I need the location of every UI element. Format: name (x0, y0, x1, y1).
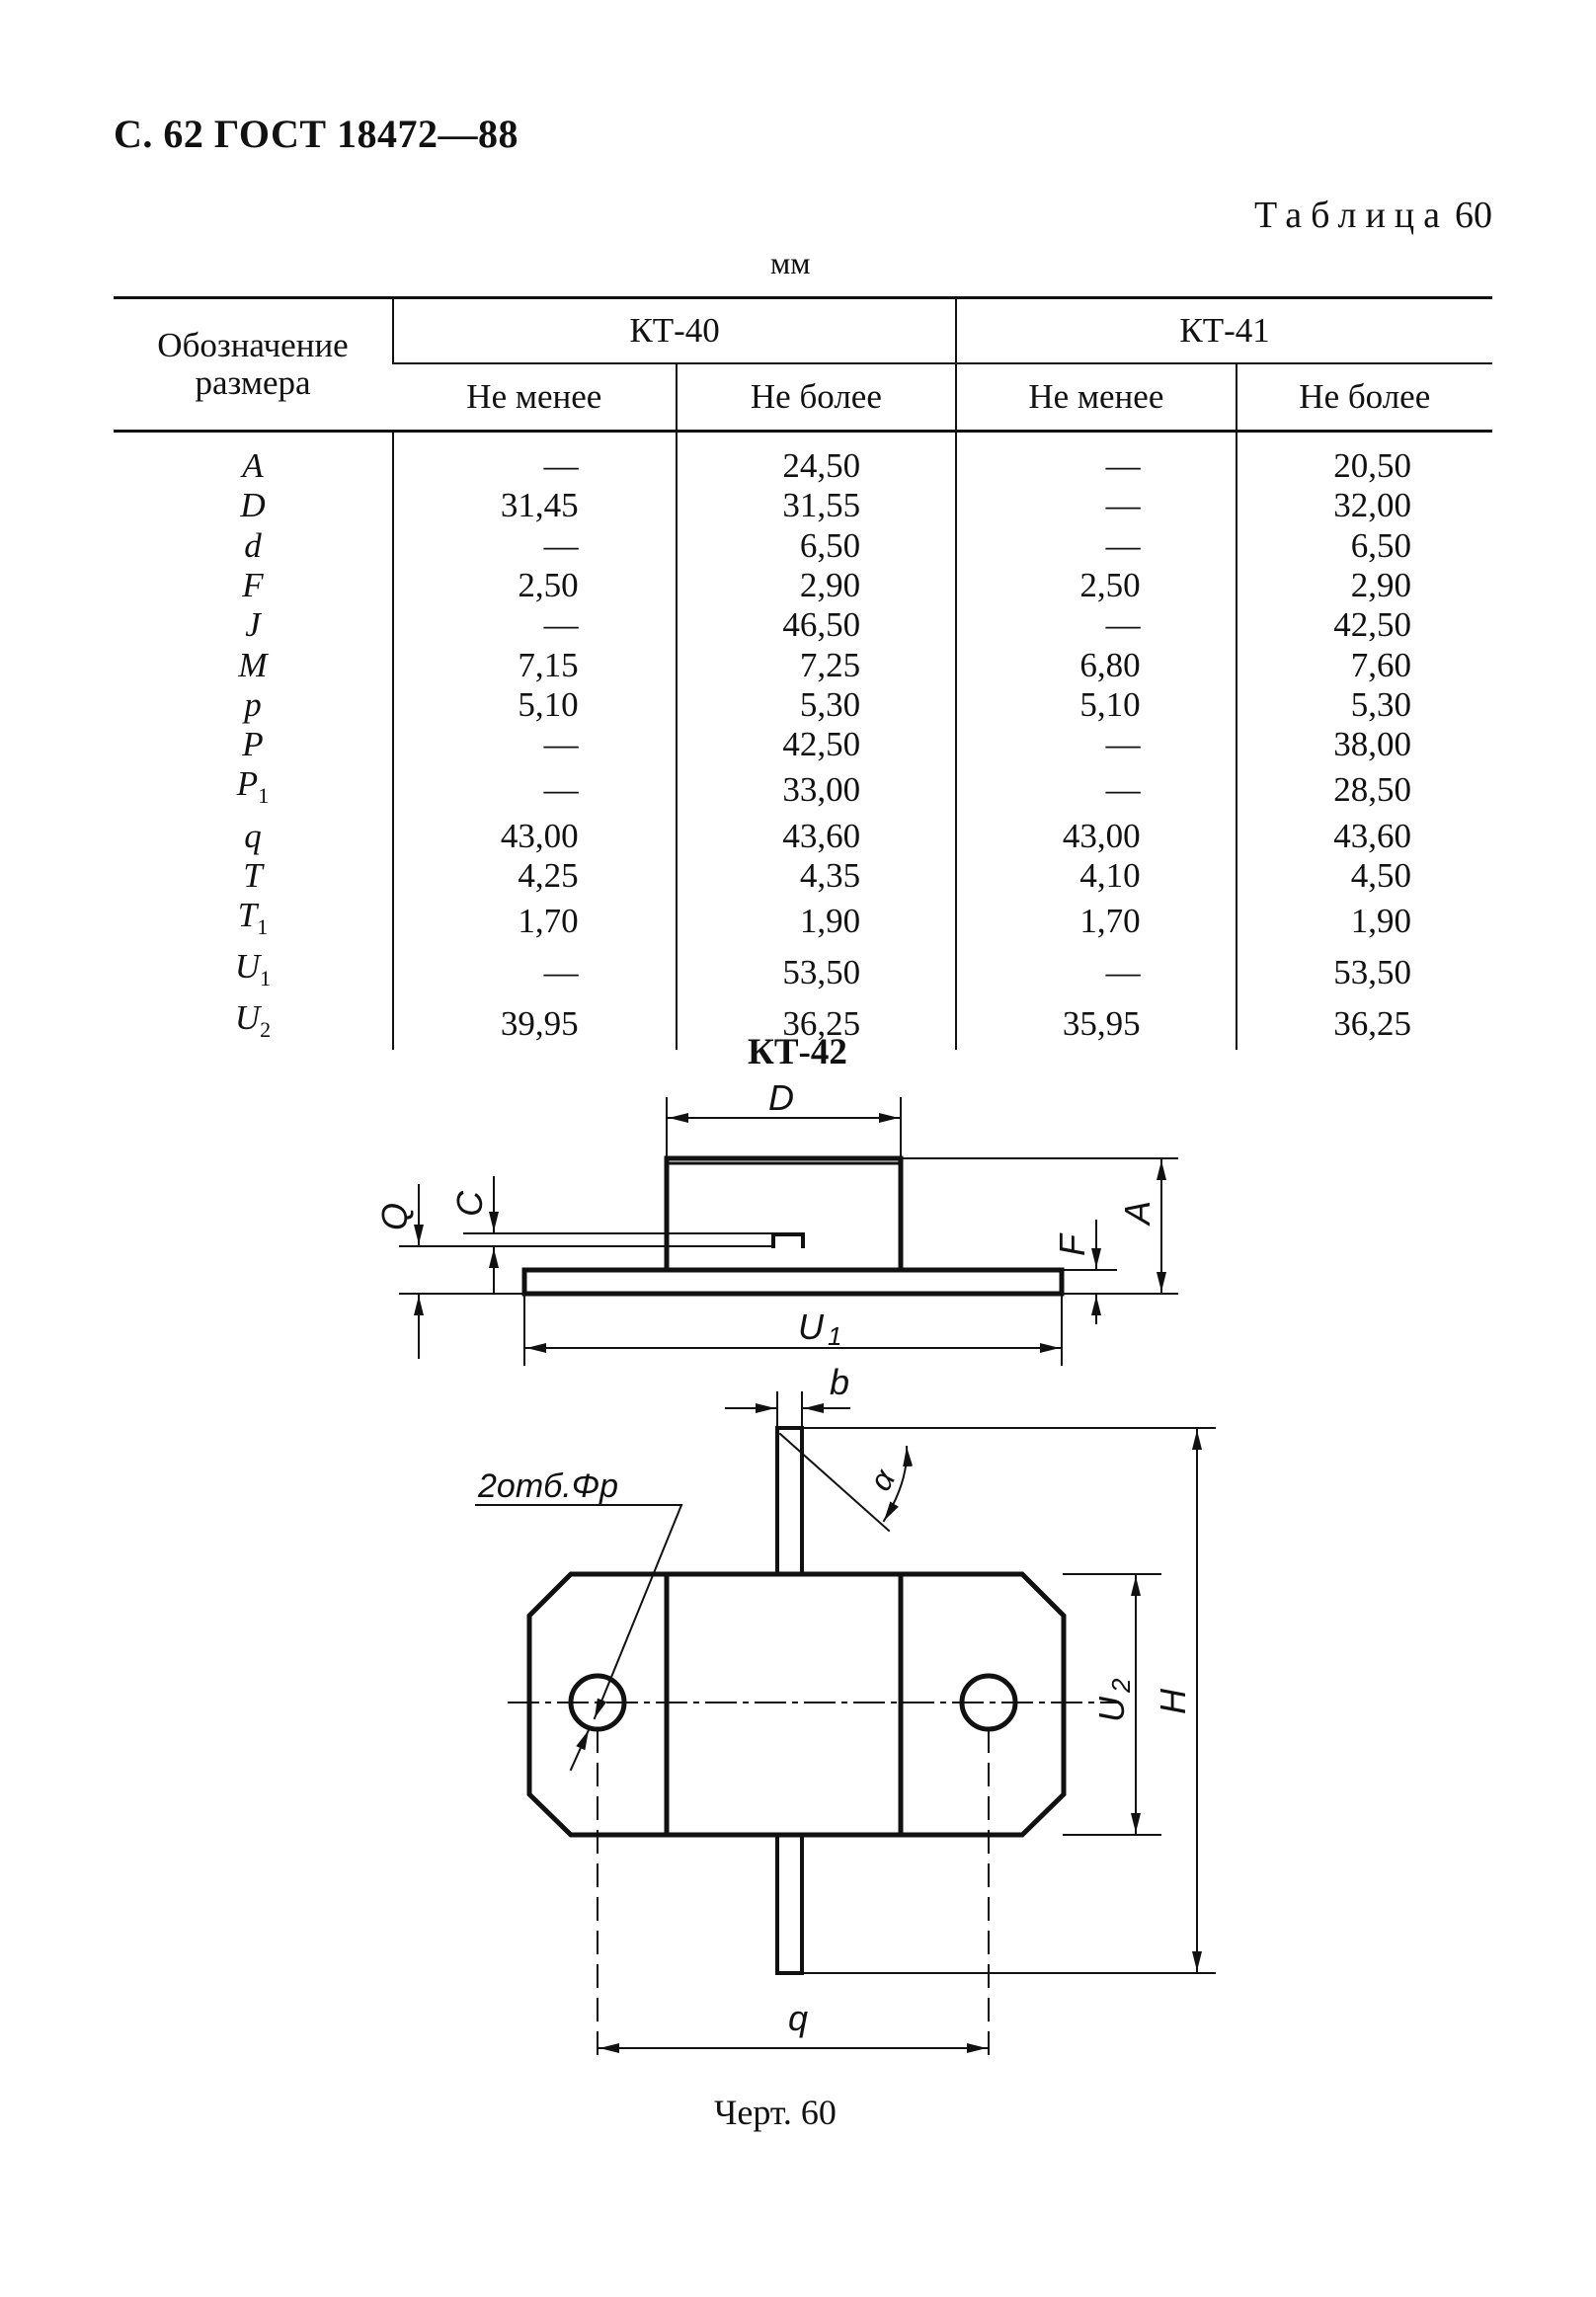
table-cell: 2,50 (956, 566, 1236, 605)
subheader-min: Не менее (393, 363, 677, 432)
table-cell: 53,50 (1237, 947, 1492, 998)
table-cell: 35,95 (956, 998, 1236, 1050)
table-cell: 4,10 (956, 856, 1236, 896)
table-units: мм (770, 245, 811, 280)
table-cell: 36,25 (677, 998, 956, 1050)
table-cell: 2,90 (677, 566, 956, 605)
table-cell: — (956, 725, 1236, 764)
table-cell: 28,50 (1237, 764, 1492, 816)
side-view (400, 1098, 1177, 1365)
table-cell: 24,50 (677, 432, 956, 487)
table-cell: 42,50 (677, 725, 956, 764)
dimension-symbol: $U_1$ (234, 946, 272, 990)
table-cell: 38,00 (1237, 725, 1492, 764)
table-cell: 4,50 (1237, 856, 1492, 896)
dimension-symbol: J (245, 605, 261, 645)
table-cell: 4,35 (677, 856, 956, 896)
dimension-symbol: T (243, 855, 263, 895)
subheader-max: Не более (677, 363, 956, 432)
table-cell: — (393, 725, 677, 764)
designation-header: Обозначение размера (114, 298, 393, 432)
table-cell: — (393, 432, 677, 487)
dimension-symbol: A (242, 446, 264, 486)
label-u1: U 1 (798, 1307, 842, 1351)
table-cell: 5,30 (677, 685, 956, 725)
label-c: C (449, 1191, 490, 1217)
group-header-kt41: КТ-41 (956, 298, 1492, 364)
table-cell: 32,00 (1237, 486, 1492, 525)
body-top (667, 1158, 901, 1270)
lead-tab (773, 1234, 803, 1246)
table-cell: 43,60 (1237, 816, 1492, 855)
table-cell: 1,70 (956, 896, 1236, 947)
table-caption: Таблица 60 (1253, 195, 1492, 236)
table-cell: 7,25 (677, 645, 956, 684)
page-header: С. 62 ГОСТ 18472—88 (114, 112, 519, 156)
table-cell: 5,30 (1237, 685, 1492, 725)
dimension-symbol: $P_1$ (236, 764, 270, 809)
table-cell: 1,90 (677, 896, 956, 947)
table-cell: 5,10 (393, 685, 677, 725)
table-cell: — (393, 947, 677, 998)
lower-lead (777, 1835, 802, 1973)
table-cell: — (393, 605, 677, 645)
table-cell: — (393, 526, 677, 566)
label-d: D (768, 1077, 794, 1118)
dimension-symbol: d (244, 525, 262, 565)
table-cell: 31,55 (677, 486, 956, 525)
dimension-symbol: F (242, 566, 264, 605)
label-q-side: Q (374, 1202, 415, 1230)
table-cell: — (956, 526, 1236, 566)
flange-outline (529, 1574, 1064, 1835)
subheader-max: Не более (1237, 363, 1492, 432)
table-cell: — (393, 764, 677, 816)
dimension-symbol: $T_1$ (237, 895, 269, 939)
dimension-symbol: p (244, 684, 262, 724)
dimension-symbol: M (238, 645, 268, 684)
table-cell: 43,00 (956, 816, 1236, 855)
table-cell: — (956, 764, 1236, 816)
table-cell: 5,10 (956, 685, 1236, 725)
table-cell: 31,45 (393, 486, 677, 525)
table-cell: 6,80 (956, 645, 1236, 684)
table-cell: 2,50 (393, 566, 677, 605)
table-cell: 20,50 (1237, 432, 1492, 487)
table-cell: 7,15 (393, 645, 677, 684)
label-q: q (788, 1998, 809, 2038)
label-a: A (1117, 1200, 1157, 1225)
table-cell: 4,25 (393, 856, 677, 896)
table-cell: 6,50 (1237, 526, 1492, 566)
label-alpha: α (861, 1463, 903, 1497)
subheader-min: Не менее (956, 363, 1236, 432)
table-cell: 39,95 (393, 998, 677, 1050)
table-cell: 36,25 (1237, 998, 1492, 1050)
dimension-symbol: D (240, 486, 266, 525)
table-cell: 1,90 (1237, 896, 1492, 947)
table-cell: 43,00 (393, 816, 677, 855)
dimension-symbol: P (242, 725, 264, 764)
table-cell: 33,00 (677, 764, 956, 816)
figure-caption: Черт. 60 (714, 2093, 837, 2132)
table-cell: 53,50 (677, 947, 956, 998)
table-cell: 46,50 (677, 605, 956, 645)
label-f: F (1052, 1234, 1092, 1256)
table-cell: 42,50 (1237, 605, 1492, 645)
drawing-title: КТ-42 (748, 1032, 847, 1072)
label-b: b (830, 1362, 850, 1402)
table-cell: — (956, 432, 1236, 487)
label-h: H (1153, 1689, 1193, 1714)
table-cell: 6,50 (677, 526, 956, 566)
dimension-symbol: $U_2$ (234, 997, 272, 1042)
table-cell: 2,90 (1237, 566, 1492, 605)
table-cell: 7,60 (1237, 645, 1492, 684)
table-cell: — (956, 605, 1236, 645)
table-cell: 1,70 (393, 896, 677, 947)
dimension-symbol: q (244, 816, 262, 855)
label-u2: U2 (1091, 1678, 1136, 1722)
label-holes: 2отб.Φp (478, 1467, 619, 1505)
flange (524, 1270, 1062, 1294)
table-cell: — (956, 486, 1236, 525)
table-cell: 43,60 (677, 816, 956, 855)
table-cell: — (956, 947, 1236, 998)
group-header-kt40: КТ-40 (393, 298, 956, 364)
